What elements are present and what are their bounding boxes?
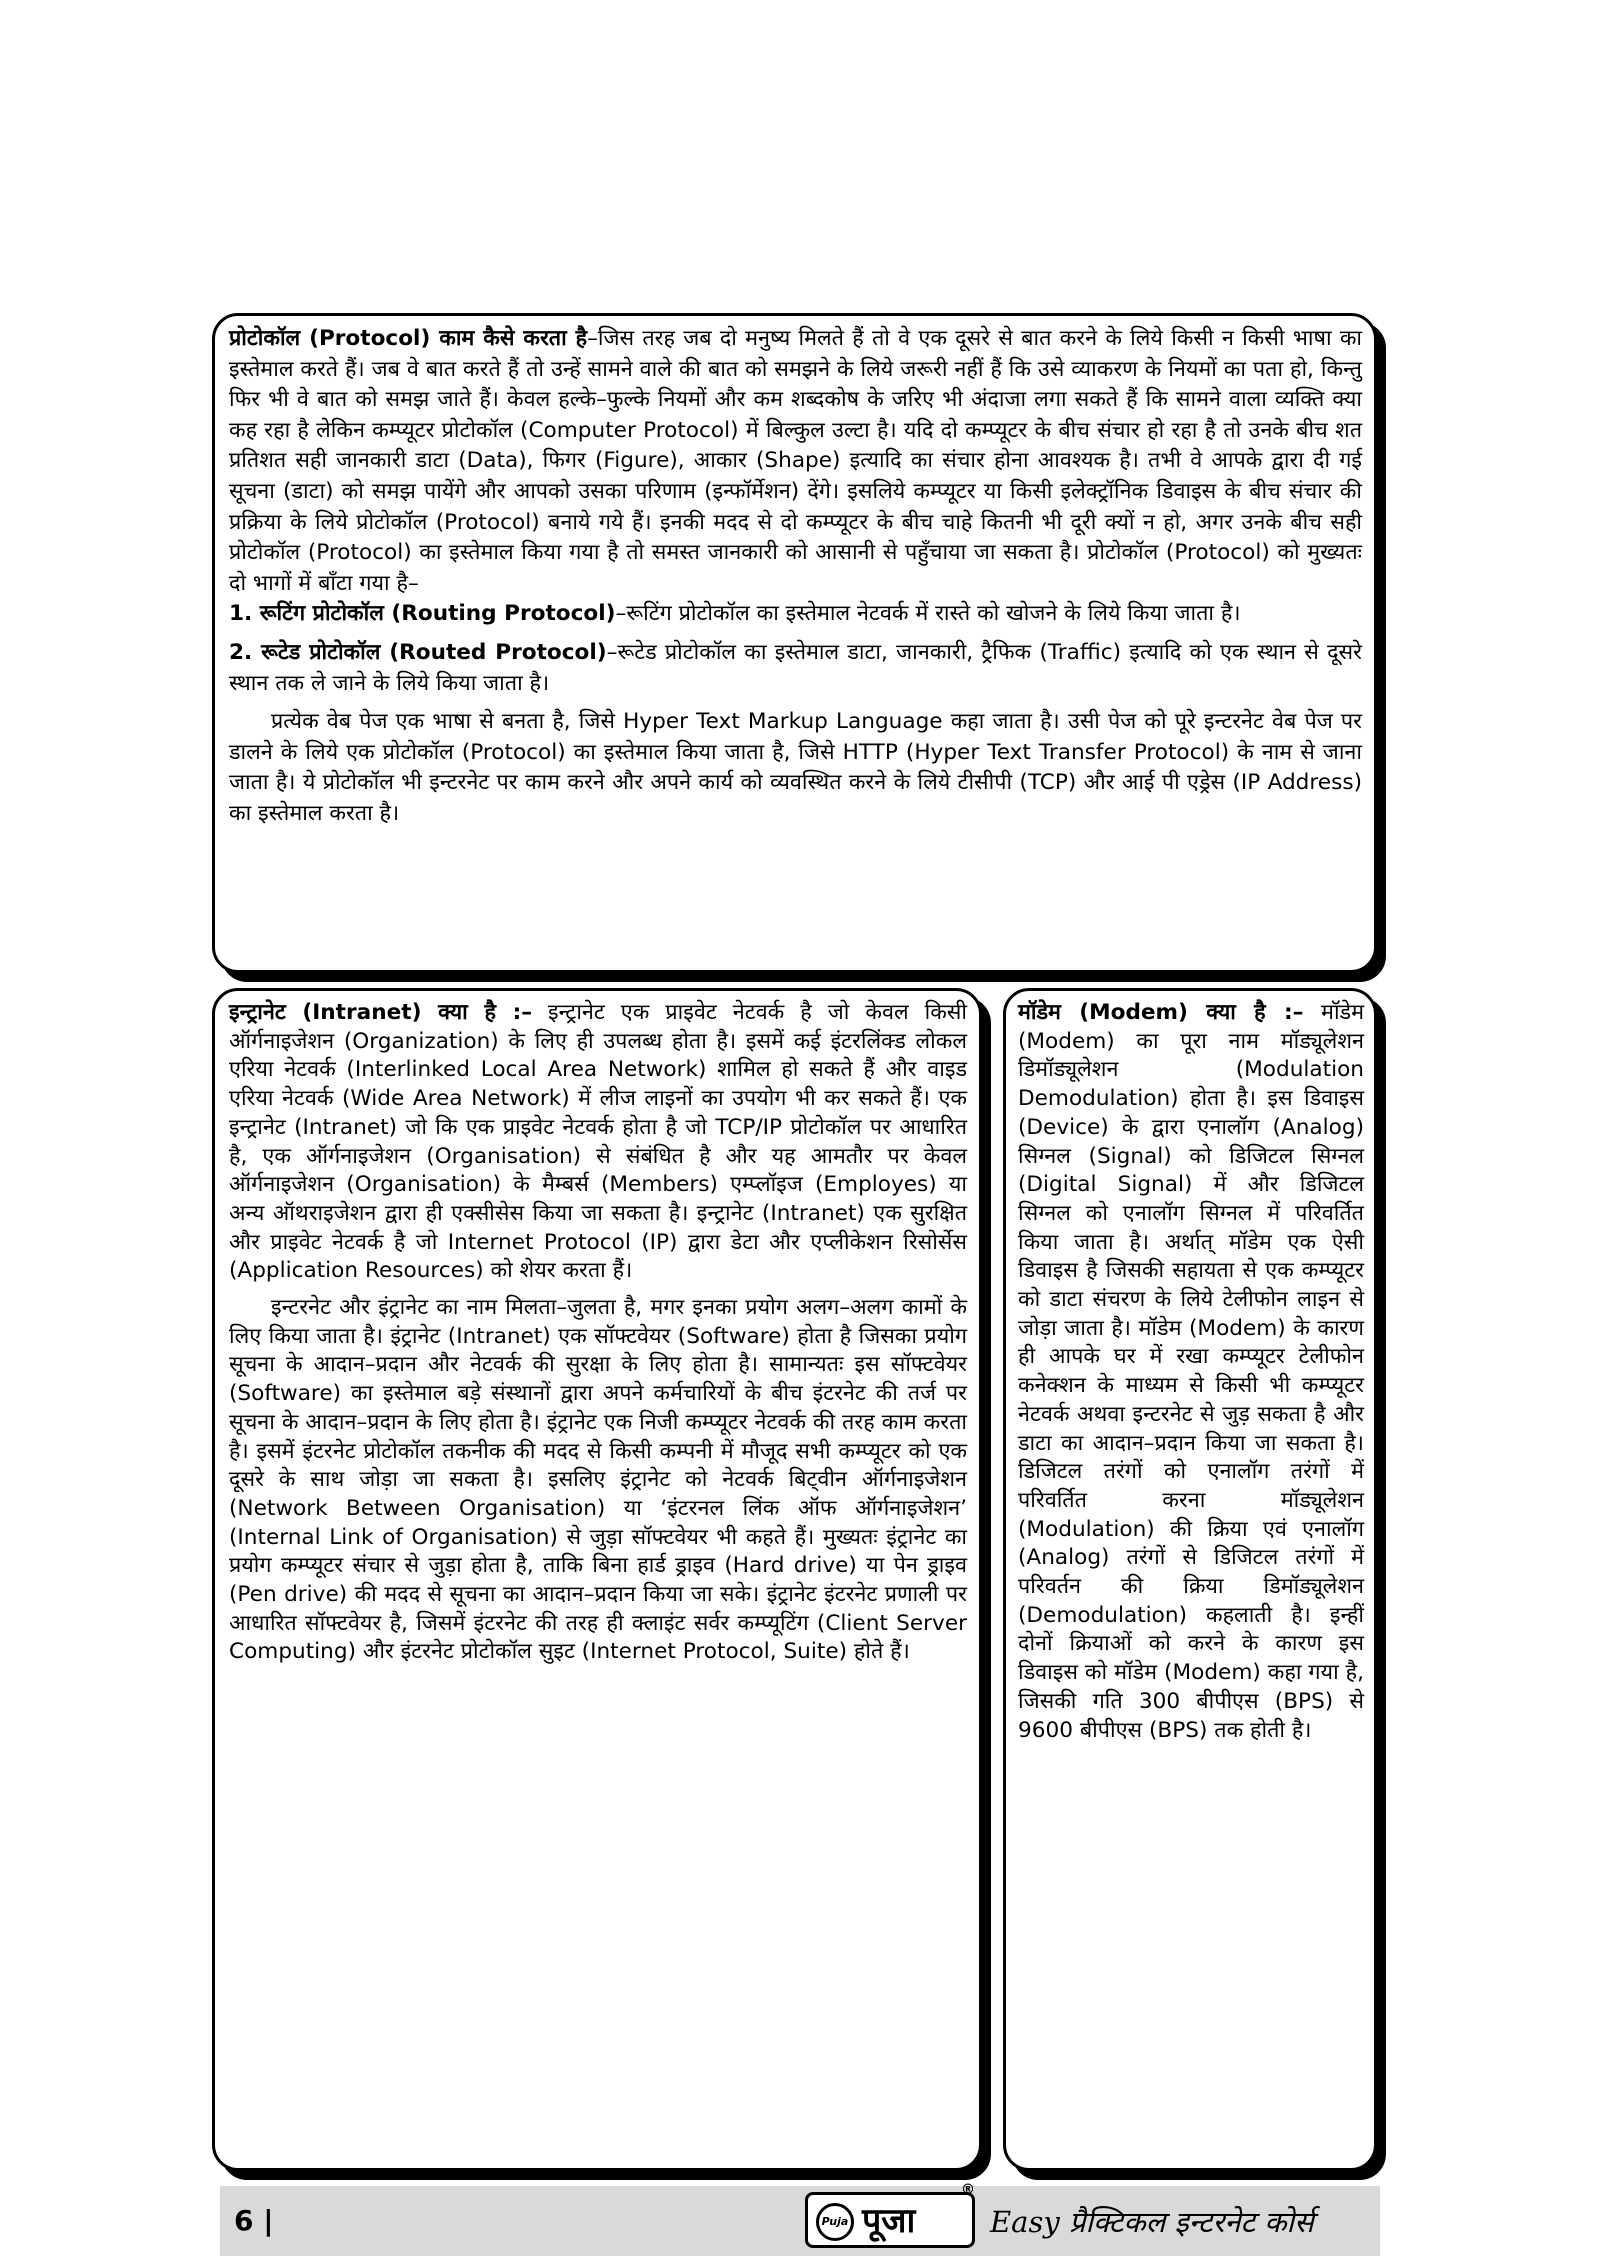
intranet-paragraph-1: [229, 999, 967, 1286]
intranet-para1-text: इन्ट्रानेट एक प्राइवेट नेटवर्क है जो केवल किसी ऑर्गनाइजेशन (Organization) के लिए ही उपलब्ध होता है। इसमें कई इंटरलिंक्ड लोकल एरिया नेटवर्क (Interlinked Local Area Network) शामिल हो सकते हैं और वाइड एरिया नेटवर्क (Wide Area Network) में लीज लाइनों का उपयोग भी कर सकते हैं। एक इन्ट्रानेट (Intranet) जो कि एक प्राइवेट नेटवर्क होता है जो TCP/IP प्रोटोकॉल पर आधारित है, एक ऑर्गनाइजेशन (Organisation) से संबंधित है और यह आमतौर पर केवल ऑर्गनाइजेशन (Organisation) के मैम्बर्स (Members) एम्प्लॉइज (Employes) या अन्य ऑथराइजेशन द्वारा ही एक्सीसेस किया जा सकता है। इन्ट्रानेट (Intranet) एक सुरक्षित और प्राइवेट नेटवर्क है जो Internet Protocol (IP) द्वारा डेटा और एप्लीकेशन रिसोर्सेस (Application Resources) को शेयर करता हैं।: [229, 1000, 967, 1284]
modem-heading: मॉडेम (Modem) क्या है :–: [1018, 1000, 1304, 1025]
intranet-section: [212, 988, 982, 2171]
protocol-closing-paragraph: प्रत्येक वेब पेज एक भाषा से बनता है, जिसे Hyper Text Markup Language कहा जाता है। उसी पेज को पूरे इन्टरनेट वेब पेज पर डालने के लिये एक प्रोटोकॉल (Protocol) का इस्तेमाल किया जाता है, जिसे HTTP (Hyper Text Transfer Protocol) के नाम से जाना जाता है। ये प्रोटोकॉल भी इन्टरनेट पर काम करने और अपने कार्य को व्यवस्थित करने के लिये टीसीपी (TCP) और आई पी एड्रेस (IP Address) का इस्तेमाल करता है।: [229, 709, 1362, 826]
modem-section: [1003, 988, 1377, 2171]
modem-text: मॉडेम (Modem) का पूरा नाम मॉड्यूलेशन डिमॉड्यूलेशन (Modulation Demodulation) होता है। इस डिवाइस (Device) के द्वारा एनालॉग (Analog) सिग्नल (Signal) को डिजिटल सिग्नल (Digital Signal) में और डिजिटल सिग्नल को एनालॉग सिग्नल में परिवर्तित किया जाता है। अर्थात् मॉडेम एक ऐसी डिवाइस है जिसकी सहायता से एक कम्प्यूटर को डाटा संचरण के लिये टेलीफोन लाइन से जोड़ा जाता है। मॉडेम (Modem) के कारण ही आपके घर में रखा कम्प्यूटर टेलीफोन कनेक्शन के माध्यम से किसी भी कम्प्यूटर नेटवर्क अथवा इन्टरनेट से जुड़ सकता है और डाटा का आदान–प्रदान किया जा सकता है। डिजिटल तरंगों को एनालॉग तरंगों में परिवर्तित करना मॉड्यूलेशन (Modulation) की क्रिया एवं एनालॉग (Analog) तरंगों से डिजिटल तरंगों में परिवर्तन की क्रिया डिमॉड्यूलेशन (Demodulation) कहलाती है। इन्हीं दोनों क्रियाओं को करने के कारण इस डिवाइस को मॉडेम (Modem) कहा गया है, जिसकी गति 300 बीपीएस (BPS) से 9600 बीपीएस (BPS) तक होती है।: [1018, 1000, 1365, 1743]
routed-protocol-text: –रूटेड प्रोटोकॉल का इस्तेमाल डाटा, जानकारी, ट्रैफिक (Traffic) इत्यादि को एक स्थान से दूसरे स्थान तक ले जाने के लिये किया जाता है।: [229, 639, 1362, 696]
protocol-intro-paragraph: [229, 324, 1362, 599]
logo-circle-icon: Puja: [816, 2203, 854, 2241]
course-title-easy: Easy: [990, 2205, 1060, 2239]
routing-protocol-text: –रूटिंग प्रोटोकॉल का इस्तेमाल नेटवर्क में रास्ते को खोजने के लिये किया जाता है।: [615, 601, 1241, 627]
logo-word: पूजा: [862, 2201, 916, 2241]
page-footer: [220, 2182, 1380, 2256]
course-title-text: प्रैक्टिकल इन्टरनेट कोर्स: [1068, 2205, 1314, 2239]
modem-paragraph: [1018, 999, 1364, 1745]
routing-protocol-paragraph: [229, 599, 1362, 630]
intranet-heading: इन्ट्रानेट (Intranet) क्या है :–: [229, 1000, 533, 1025]
page-number: 6 |: [234, 2204, 274, 2237]
publisher-logo: [805, 2182, 975, 2248]
routed-protocol-heading: 2. रूटेड प्रोटोकॉल (Routed Protocol): [229, 639, 607, 665]
routed-protocol-paragraph: [229, 638, 1362, 699]
intranet-paragraph-2: इन्टरनेट और इंट्रानेट का नाम मिलता–जुलता है, मगर इनका प्रयोग अलग–अलग कामों के लिए किया जाता है। इंट्रानेट (Intranet) एक सॉफ्टवेयर (Software) होता है जिसका प्रयोग सूचना के आदान–प्रदान और नेटवर्क की सुरक्षा के लिए होता है। सामान्यतः इस सॉफ्टवेयर (Software) का इस्तेमाल बड़े संस्थानों द्वारा अपने कर्मचारियों के बीच इंटरनेट की तर्ज पर सूचना के आदान–प्रदान के लिए होता है। इंट्रानेट एक निजी कम्प्यूटर नेटवर्क की तरह काम करता है। इसमें इंटरनेट प्रोटोकॉल तकनीक की मदद से किसी कम्पनी में मौजूद सभी कम्प्यूटर को एक दूसरे के साथ जोड़ा जा सकता है। इसलिए इंट्रानेट को नेटवर्क बिट्वीन ऑर्गनाइजेशन (Network Between Organisation) या ‘इंटरनल लिंक ऑफ ऑर्गनाइजेशन’ (Internal Link of Organisation) से जुड़ा सॉफ्टवेयर भी कहते हैं। मुख्यतः इंट्रानेट का प्रयोग कम्प्यूटर संचार से जुड़ा होता है, ताकि बिना हार्ड ड्राइव (Hard drive) या पेन ड्राइव (Pen drive) की मदद से सूचना का आदान–प्रदान किया जा सके। इंट्रानेट इंटरनेट प्रणाली पर आधारित सॉफ्टवेयर है, जिसमें इंटरनेट की तरह ही क्लाइंट सर्वर कम्प्यूटिंग (Client Server Computing) और इंटरनेट प्रोटोकॉल सुइट (Internet Protocol, Suite) होते हैं।: [229, 1295, 967, 1665]
protocol-heading: प्रोटोकॉल (Protocol) काम कैसे करता है: [229, 326, 588, 351]
registered-mark: ®: [961, 2182, 975, 2198]
protocol-intro-text: –जिस तरह जब दो मनुष्य मिलते हैं तो वे एक दूसरे से बात करने के लिये किसी न किसी भाषा का इस्तेमाल करते हैं। जब वे बात करते हैं तो उन्हें सामने वाले की बात को समझने के लिये जरूरी नहीं हैं कि उसे व्याकरण के नियमों का पता हो, किन्तु फिर भी वे बात को समझ जाते हैं। केवल हल्के–फुल्के नियमों और कम शब्दकोष के जरिए भी अंदाजा लगा सकते हैं कि सामने वाला व्यक्ति क्या कह रहा है लेकिन कम्प्यूटर प्रोटोकॉल (Computer Protocol) में बिल्कुल उल्टा है। यदि दो कम्प्यूटर के बीच संचार हो रहा है तो उनके बीच शत प्रतिशत सही जानकारी डाटा (Data), फिगर (Figure), आकार (Shape) इत्यादि का संचार होना आवश्यक है। तभी वे आपके द्वारा दी गई सूचना (डाटा) को समझ पायेंगे और आपको उसका परिणाम (इन्फॉर्मेशन) देंगे। इसलिये कम्प्यूटर या किसी इलेक्ट्रॉनिक डिवाइस के बीच संचार की प्रक्रिया के लिये प्रोटोकॉल (Protocol) बनाये गये हैं। इनकी मदद से दो कम्प्यूटर के बीच चाहे कितनी भी दूरी क्यों न हो, अगर उनके बीच सही प्रोटोकॉल (Protocol) का इस्तेमाल किया गया है तो समस्त जानकारी को आसानी से पहुँचाया जा सकता है। प्रोटोकॉल (Protocol) को मुख्यतः दो भागों में बाँटा गया है–: [229, 326, 1362, 596]
logo-badge: [805, 2192, 975, 2248]
course-title: [990, 2202, 1314, 2241]
routing-protocol-heading: 1. रूटिंग प्रोटोकॉल (Routing Protocol): [229, 601, 616, 627]
protocol-section: [212, 313, 1377, 973]
